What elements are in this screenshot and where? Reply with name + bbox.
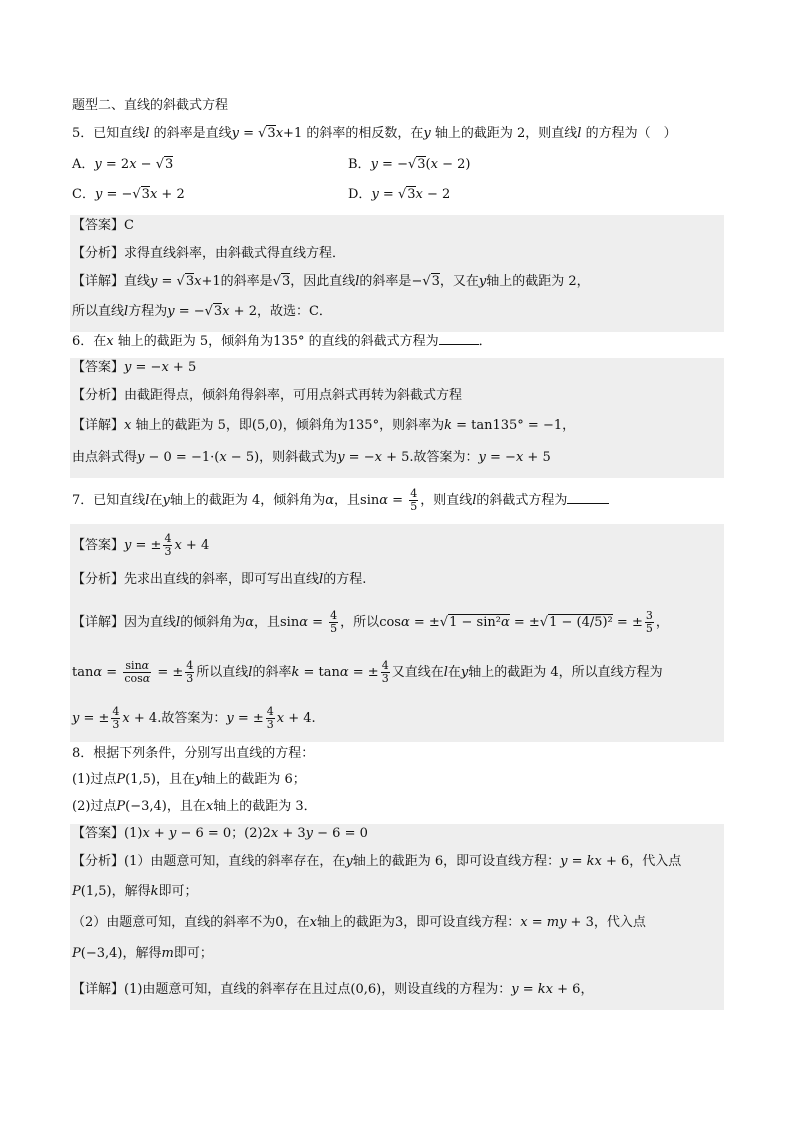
question-7-stem: 7．已知直线l在y轴上的截距为 4，倾斜角为α，且sinα = $\frac{4}{5}$ ，则直线l的斜截式方程为 [72, 488, 609, 513]
q8-analysis-line1: 【分析】(1）由题意可知，直线的斜率存在，在y轴上的截距为 6，即可设直线方程：y = kx + 6，代入点 [72, 854, 682, 869]
q6-answer: 【答案】y = −x + 5 [72, 360, 197, 375]
question-8-stem: 8．根据下列条件，分别写出直线的方程： [72, 746, 315, 761]
q5-detail-line2: 所以直线l方程为y = −√3x + 2，故选：C． [72, 304, 332, 319]
question-6-stem: 6．在x 轴上的截距为 5，倾斜角为135° 的直线的斜截式方程为 ． [72, 334, 492, 349]
q8-analysis-line2: P(1,5)，解得k即可； [72, 884, 198, 899]
q6-detail-line2: 由点斜式得y − 0 = −1·(x − 5)，则斜截式为y = −x + 5.故答案为：y = −x + 5 [72, 450, 551, 465]
q8-analysis-line3: （2）由题意可知，直线的斜率不为0，在x轴上的截距为3，即可设直线方程：x = my + 3，代入点 [72, 915, 646, 930]
option-a[interactable]: A．y = 2x − √3 [72, 157, 174, 172]
q7-answer: 【答案】y = ± $\frac{4}{3}$ x + 4 [72, 532, 210, 558]
q8-condition-1: (1)过点P(1,5)，且在y轴上的截距为 6； [72, 772, 306, 787]
q6-detail-line1: 【详解】x 轴上的截距为 5，即(5,0)，倾斜角为135°，则斜率为k = tan135° = −1， [72, 418, 576, 433]
q8-condition-2: (2)过点P(−3,4)，且在x轴上的截距为 3． [72, 799, 317, 814]
q8-answer: 【答案】(1)x + y − 6 = 0；(2)2x + 3y − 6 = 0 [72, 826, 368, 841]
q5-detail-line1: 【详解】直线y = √3x+1的斜率是√3，因此直线l的斜率是−√3，又在y轴上的截距为 2， [72, 274, 590, 289]
q7-detail-line2: tanα = $\frac{\sin\alpha}{\cos\alpha}$ = ± $\frac{4}{3}$ 所以直线l的斜率k = tanα = ± $\frac{4}{3}$ 又直线在l在y轴上的截距为 4，所以直线方程为 [72, 659, 663, 685]
q7-detail-line1: 【详解】因为直线l的倾斜角为α，且sinα = $\frac{4}{5}$ ，所以cosα = ±√1 − sin²α = ±√1 − (4/5)² = ± $\frac{3}{5}$ ， [72, 609, 669, 635]
q7-analysis: 【分析】先求出直线的斜率，即可写出直线l的方程. [72, 572, 367, 587]
q7-detail-line3: y = ± $\frac{4}{3}$ x + 4.故答案为：y = ± $\frac{4}{3}$ x + 4. [72, 705, 316, 731]
section-title: 题型二、直线的斜截式方程 [72, 98, 229, 113]
q5-answer: 【答案】C [72, 218, 134, 233]
option-b[interactable]: B．y = −√3(x − 2) [348, 157, 471, 172]
answer-blank[interactable] [567, 489, 609, 504]
option-c[interactable]: C．y = −√3x + 2 [72, 187, 185, 202]
answer-blank[interactable] [439, 332, 479, 345]
q8-detail-line1: 【详解】(1)由题意可知，直线的斜率存在且过点(0,6)，则设直线的方程为：y = kx + 6， [72, 982, 594, 997]
q5-analysis: 【分析】求得直线斜率，由斜截式得直线方程． [72, 246, 346, 261]
q8-analysis-line4: P(−3,4)，解得m即可； [72, 946, 213, 961]
question-5-stem: 5．已知直线l 的斜率是直线y = √3x+1 的斜率的相反数，在y 轴上的截距为 2，则直线l 的方程为（ ） [72, 126, 677, 141]
option-d[interactable]: D．y = √3x − 2 [348, 187, 451, 202]
q6-analysis: 【分析】由截距得点，倾斜角得斜率，可用点斜式再转为斜截式方程 [72, 388, 463, 403]
